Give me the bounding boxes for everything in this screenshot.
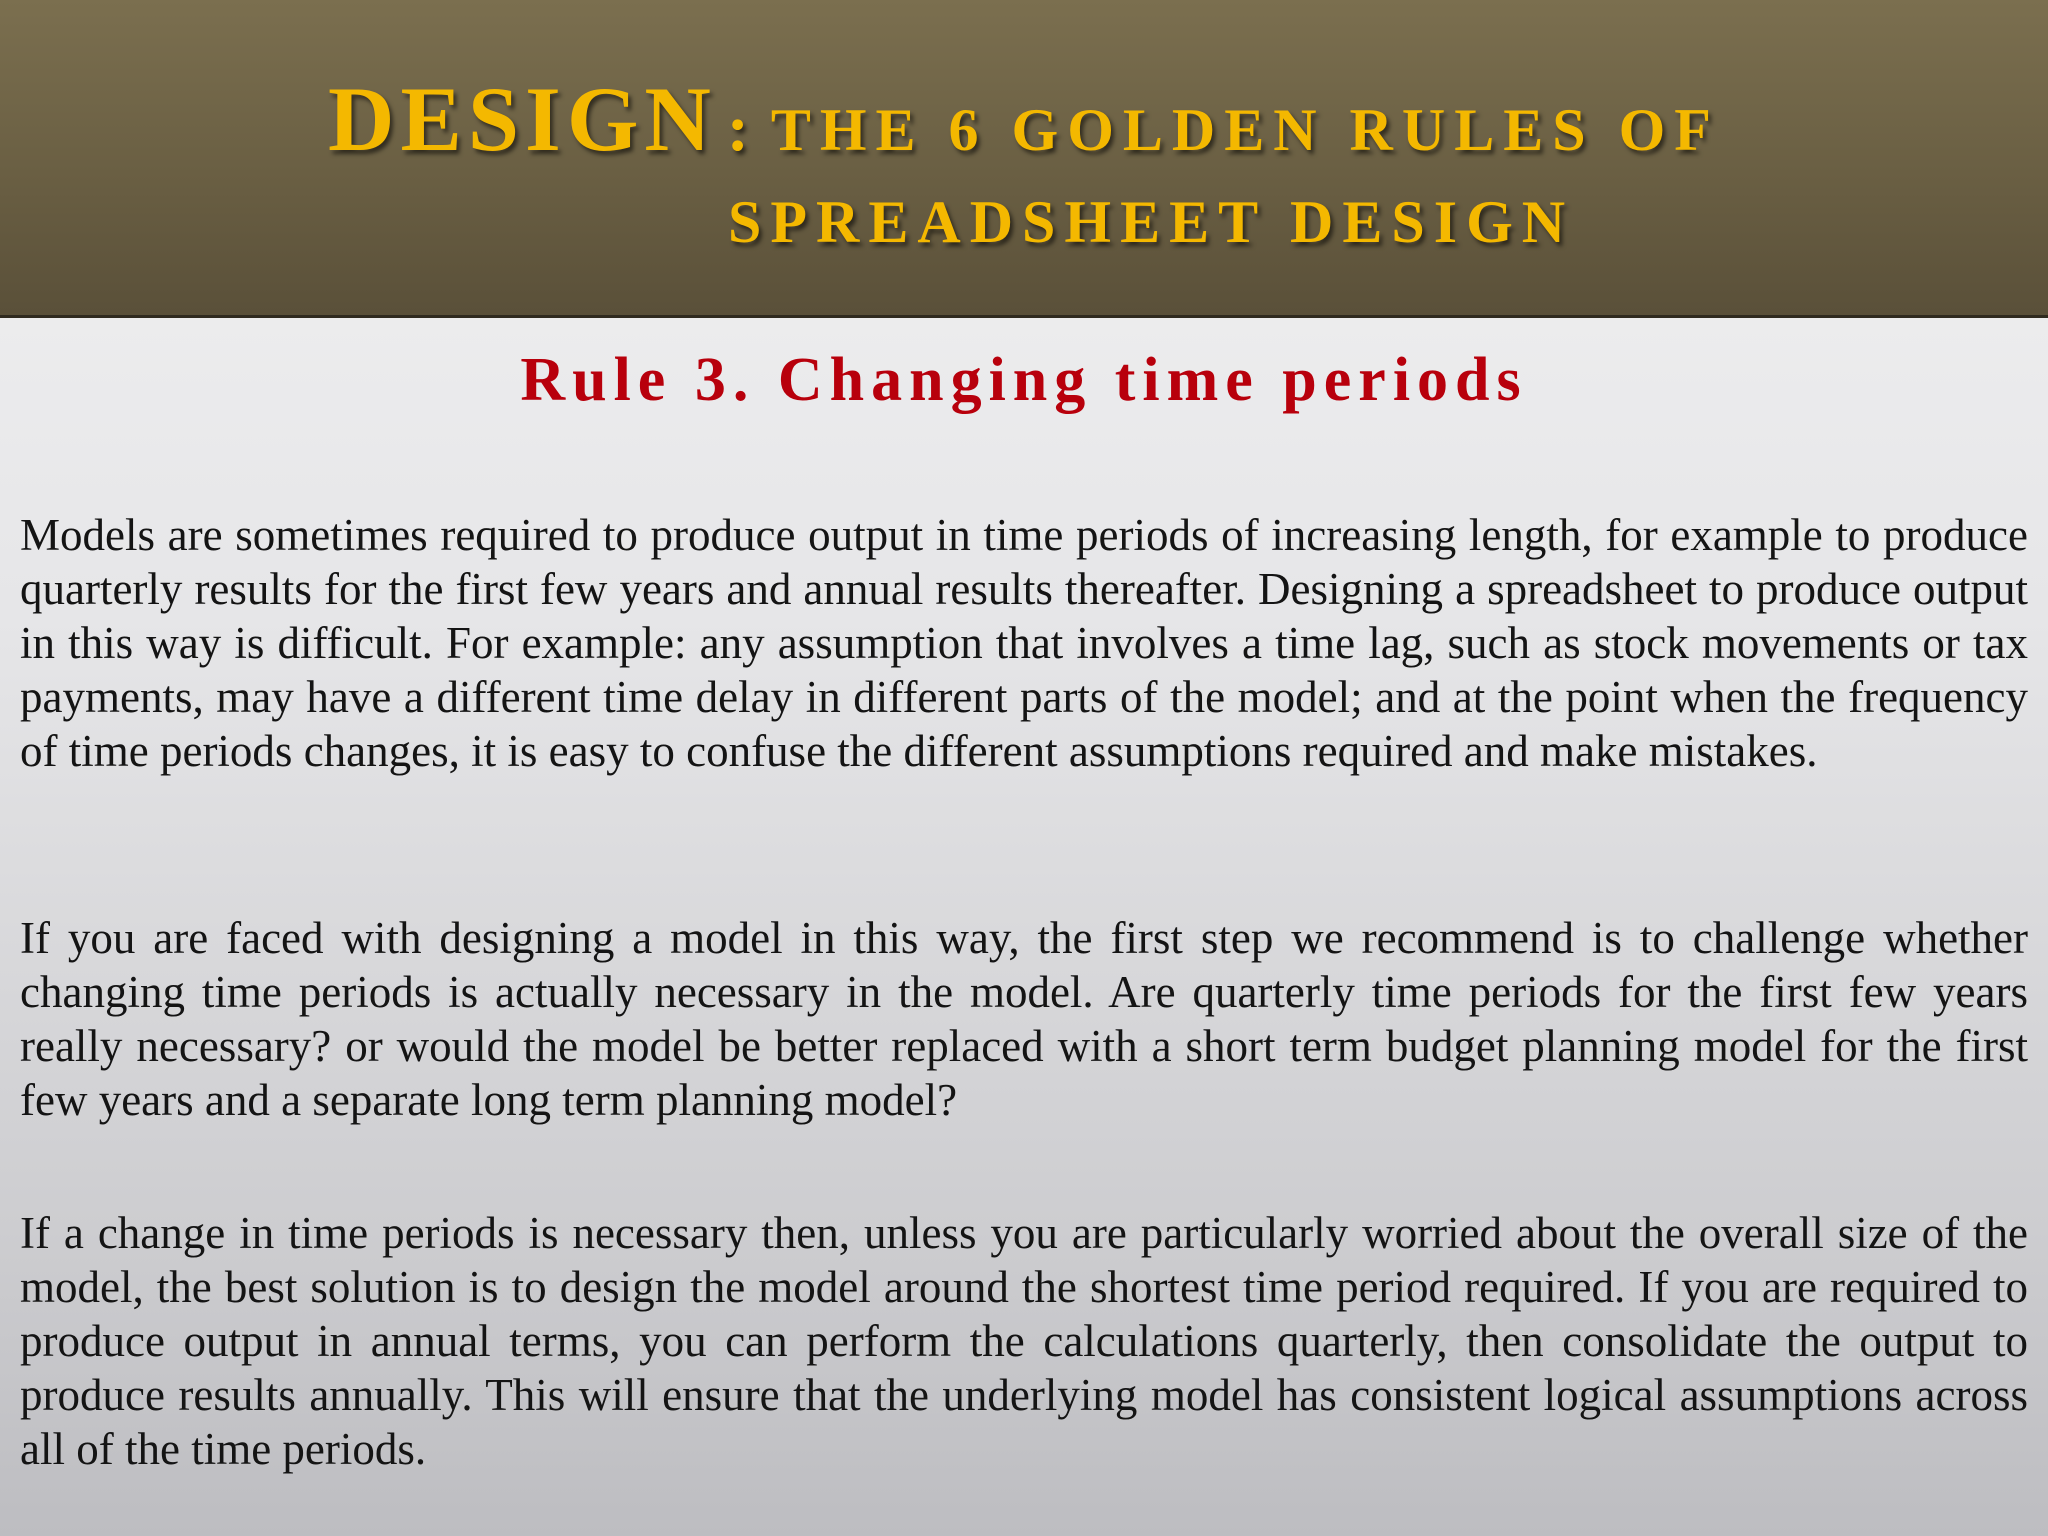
slide-title-line-1 [0, 66, 2048, 172]
slide-title-colon: : [726, 92, 753, 165]
title-banner [0, 0, 2048, 318]
paragraph-2: If you are faced with designing a model in this way, the first step we recommend is to challenge whether changing time periods is actually necessary in the model. Are quarterly time periods for the first few years really necessary? or would the model be better replaced with a short term budget planning model for the first few years and a separate long term planning model? [20, 913, 2028, 1125]
rule-heading: Rule 3. Changing time periods [520, 346, 1528, 414]
slide-subtitle-line-2: SPREADSHEET DESIGN [728, 189, 1575, 255]
slide-title-main: DESIGN [328, 68, 717, 170]
paragraph-3: If a change in time periods is necessary then, unless you are particularly worried about the overall size of the model, the best solution is to design the model around the shortest time period required. If you are required to produce output in annual terms, you can perform the calculations quarterly, then consolidate the output to produce results annually. This will ensure that the underlying model has consistent logical assumptions across all of the time periods. [20, 1208, 2028, 1474]
slide-subtitle-line-1: THE 6 GOLDEN RULES OF [770, 97, 1720, 163]
paragraph-1: Models are sometimes required to produce output in time periods of increasing length, for example to produce quarterly results for the first few years and annual results thereafter. Designing a spreadsheet to produce output in this way is difficult. For example: any assumption that involves a time lag, such as stock movements or tax payments, may have a different time delay in different parts of the model; and at the point when the frequency of time periods changes, it is easy to confuse the different assumptions required and make mistakes. [20, 510, 2028, 776]
